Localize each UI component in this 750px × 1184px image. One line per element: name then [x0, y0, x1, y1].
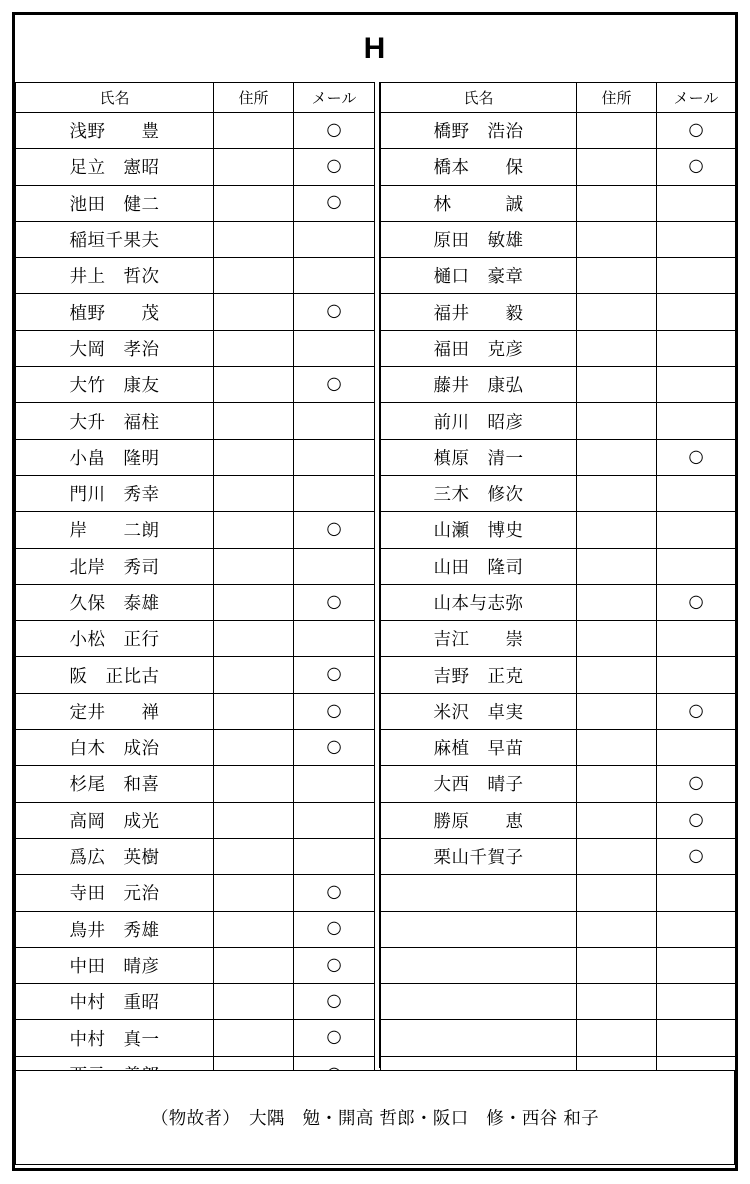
member-name-cell: 福井 毅: [381, 294, 577, 330]
member-address-cell: [214, 947, 294, 983]
table-row: [381, 693, 736, 729]
member-mail-cell: ○: [294, 149, 375, 185]
column-header-address: 住所: [214, 83, 294, 113]
member-name-cell: 山本与志弥: [381, 584, 577, 620]
member-address-cell: [214, 330, 294, 366]
page-title: H: [363, 31, 387, 65]
member-name-cell: 爲広 英樹: [16, 838, 214, 874]
table-row: [16, 621, 375, 657]
member-name-cell: [381, 911, 577, 947]
table-row: [381, 947, 736, 983]
roster-left-body: [16, 113, 375, 1093]
table-header-row: [16, 83, 375, 113]
member-mail-cell: [657, 258, 736, 294]
table-row: [381, 548, 736, 584]
table-row: [381, 367, 736, 403]
table-row: [16, 1020, 375, 1056]
member-address-cell: [577, 403, 657, 439]
table-row: [16, 730, 375, 766]
member-mail-cell: ○: [657, 113, 736, 149]
table-header-row: [381, 83, 736, 113]
table-row: [381, 403, 736, 439]
roster-right-grid: [380, 82, 736, 1093]
member-address-cell: [214, 1020, 294, 1056]
member-name-cell: 前川 昭彦: [381, 403, 577, 439]
roster-table: [15, 82, 735, 1068]
roster-left-grid: [15, 82, 375, 1093]
member-name-cell: [381, 947, 577, 983]
table-row: [381, 294, 736, 330]
member-name-cell: 中田 晴彦: [16, 947, 214, 983]
table-row: [16, 947, 375, 983]
member-mail-cell: [657, 367, 736, 403]
member-address-cell: [577, 439, 657, 475]
member-name-cell: 小松 正行: [16, 621, 214, 657]
member-name-cell: 阪 正比古: [16, 657, 214, 693]
table-row: [381, 330, 736, 366]
column-header-mail: メール: [294, 83, 375, 113]
table-row: [381, 766, 736, 802]
member-address-cell: [214, 802, 294, 838]
member-name-cell: 山瀬 博史: [381, 512, 577, 548]
member-name-cell: 植野 茂: [16, 294, 214, 330]
member-mail-cell: ○: [657, 838, 736, 874]
member-mail-cell: [657, 512, 736, 548]
member-name-cell: 橋野 浩治: [381, 113, 577, 149]
table-row: [381, 657, 736, 693]
member-mail-cell: [294, 475, 375, 511]
member-address-cell: [214, 548, 294, 584]
member-mail-cell: [294, 838, 375, 874]
member-name-cell: 井上 哲次: [16, 258, 214, 294]
member-address-cell: [577, 113, 657, 149]
member-mail-cell: ○: [657, 693, 736, 729]
member-mail-cell: ○: [294, 947, 375, 983]
column-header-address: 住所: [577, 83, 657, 113]
member-address-cell: [214, 185, 294, 221]
member-name-cell: 藤井 康弘: [381, 367, 577, 403]
member-mail-cell: [294, 258, 375, 294]
member-name-cell: [381, 1020, 577, 1056]
member-name-cell: 小畠 隆明: [16, 439, 214, 475]
roster-left-half: [15, 82, 374, 1068]
member-address-cell: [577, 512, 657, 548]
member-name-cell: 大岡 孝治: [16, 330, 214, 366]
table-row: [16, 185, 375, 221]
member-address-cell: [577, 548, 657, 584]
member-mail-cell: [294, 439, 375, 475]
member-mail-cell: ○: [657, 149, 736, 185]
member-mail-cell: ○: [294, 294, 375, 330]
member-mail-cell: ○: [294, 185, 375, 221]
member-address-cell: [577, 621, 657, 657]
table-row: [381, 1020, 736, 1056]
member-address-cell: [577, 875, 657, 911]
member-mail-cell: [294, 548, 375, 584]
half-divider: [374, 82, 380, 1068]
member-name-cell: 山田 隆司: [381, 548, 577, 584]
member-address-cell: [214, 875, 294, 911]
member-mail-cell: [657, 403, 736, 439]
table-row: [381, 730, 736, 766]
member-mail-cell: ○: [294, 984, 375, 1020]
member-address-cell: [214, 221, 294, 257]
member-mail-cell: [294, 766, 375, 802]
member-address-cell: [577, 911, 657, 947]
member-name-cell: 橋本 保: [381, 149, 577, 185]
table-row: [16, 258, 375, 294]
member-address-cell: [577, 693, 657, 729]
member-address-cell: [577, 149, 657, 185]
member-address-cell: [577, 838, 657, 874]
title-band: [15, 15, 735, 82]
member-mail-cell: ○: [657, 439, 736, 475]
member-mail-cell: ○: [657, 766, 736, 802]
table-row: [16, 294, 375, 330]
table-row: [16, 911, 375, 947]
member-name-cell: 浅野 豊: [16, 113, 214, 149]
member-name-cell: 池田 健二: [16, 185, 214, 221]
member-address-cell: [577, 367, 657, 403]
member-address-cell: [214, 838, 294, 874]
member-name-cell: 槙原 清一: [381, 439, 577, 475]
deceased-note-box: [15, 1070, 735, 1165]
column-header-name: 氏名: [381, 83, 577, 113]
member-name-cell: 寺田 元治: [16, 875, 214, 911]
member-mail-cell: ○: [294, 911, 375, 947]
member-address-cell: [577, 294, 657, 330]
member-address-cell: [577, 330, 657, 366]
table-row: [16, 439, 375, 475]
table-row: [16, 475, 375, 511]
member-mail-cell: ○: [294, 693, 375, 729]
table-row: [16, 657, 375, 693]
table-row: [16, 693, 375, 729]
table-row: [16, 330, 375, 366]
member-mail-cell: [294, 330, 375, 366]
member-mail-cell: ○: [657, 802, 736, 838]
table-row: [16, 838, 375, 874]
member-name-cell: 吉野 正克: [381, 657, 577, 693]
member-name-cell: 杉尾 和喜: [16, 766, 214, 802]
member-name-cell: 高岡 成光: [16, 802, 214, 838]
member-mail-cell: [657, 730, 736, 766]
member-address-cell: [214, 693, 294, 729]
member-address-cell: [214, 657, 294, 693]
member-name-cell: 樋口 豪章: [381, 258, 577, 294]
table-row: [381, 911, 736, 947]
member-address-cell: [214, 911, 294, 947]
member-address-cell: [577, 475, 657, 511]
roster-right-half: [380, 82, 735, 1068]
table-row: [381, 221, 736, 257]
member-name-cell: 勝原 恵: [381, 802, 577, 838]
member-address-cell: [214, 584, 294, 620]
member-mail-cell: [657, 984, 736, 1020]
table-row: [16, 403, 375, 439]
member-address-cell: [577, 584, 657, 620]
member-name-cell: 福田 克彦: [381, 330, 577, 366]
table-row: [381, 512, 736, 548]
table-row: [16, 766, 375, 802]
table-row: [16, 548, 375, 584]
member-mail-cell: ○: [294, 1020, 375, 1056]
member-name-cell: 久保 泰雄: [16, 584, 214, 620]
member-address-cell: [214, 766, 294, 802]
table-row: [16, 149, 375, 185]
roster-right-body: [381, 113, 736, 1093]
member-address-cell: [214, 367, 294, 403]
member-address-cell: [214, 113, 294, 149]
member-name-cell: 米沢 卓実: [381, 693, 577, 729]
member-name-cell: 原田 敏雄: [381, 221, 577, 257]
member-mail-cell: [657, 621, 736, 657]
table-row: [381, 149, 736, 185]
member-mail-cell: ○: [294, 367, 375, 403]
member-mail-cell: [294, 621, 375, 657]
table-row: [381, 984, 736, 1020]
member-name-cell: 麻植 早苗: [381, 730, 577, 766]
member-name-cell: 北岸 秀司: [16, 548, 214, 584]
member-address-cell: [214, 984, 294, 1020]
member-name-cell: 大升 福柱: [16, 403, 214, 439]
member-address-cell: [214, 512, 294, 548]
member-mail-cell: [657, 475, 736, 511]
member-name-cell: 足立 憲昭: [16, 149, 214, 185]
member-mail-cell: [294, 802, 375, 838]
member-mail-cell: ○: [294, 875, 375, 911]
member-address-cell: [577, 1020, 657, 1056]
table-row: [381, 621, 736, 657]
member-name-cell: 鳥井 秀雄: [16, 911, 214, 947]
member-name-cell: 林 誠: [381, 185, 577, 221]
table-row: [16, 367, 375, 403]
member-address-cell: [214, 258, 294, 294]
table-row: [16, 875, 375, 911]
member-address-cell: [214, 294, 294, 330]
member-name-cell: 白木 成治: [16, 730, 214, 766]
member-address-cell: [577, 802, 657, 838]
member-address-cell: [214, 621, 294, 657]
member-mail-cell: [657, 330, 736, 366]
deceased-note: （物故者） 大隅 勉・開高 哲郎・阪口 修・西谷 和子: [151, 1109, 599, 1129]
table-row: [16, 113, 375, 149]
member-name-cell: 定井 禅: [16, 693, 214, 729]
member-mail-cell: [657, 947, 736, 983]
member-name-cell: [381, 875, 577, 911]
member-mail-cell: ○: [294, 113, 375, 149]
member-name-cell: 栗山千賀子: [381, 838, 577, 874]
member-mail-cell: ○: [294, 657, 375, 693]
member-name-cell: 門川 秀幸: [16, 475, 214, 511]
member-mail-cell: [657, 911, 736, 947]
member-mail-cell: [657, 548, 736, 584]
member-mail-cell: [657, 294, 736, 330]
column-header-name: 氏名: [16, 83, 214, 113]
table-row: [381, 258, 736, 294]
column-header-mail: メール: [657, 83, 736, 113]
member-address-cell: [214, 730, 294, 766]
member-mail-cell: [294, 221, 375, 257]
member-name-cell: [381, 984, 577, 1020]
table-row: [16, 584, 375, 620]
member-address-cell: [577, 221, 657, 257]
table-row: [16, 802, 375, 838]
member-name-cell: 大竹 康友: [16, 367, 214, 403]
table-row: [16, 984, 375, 1020]
member-address-cell: [577, 984, 657, 1020]
member-address-cell: [577, 185, 657, 221]
member-name-cell: 岸 二朗: [16, 512, 214, 548]
table-row: [381, 185, 736, 221]
member-address-cell: [577, 657, 657, 693]
table-row: [381, 584, 736, 620]
member-name-cell: 稲垣千果夫: [16, 221, 214, 257]
member-mail-cell: [657, 1020, 736, 1056]
member-name-cell: 中村 重昭: [16, 984, 214, 1020]
member-name-cell: 大西 晴子: [381, 766, 577, 802]
member-name-cell: 三木 修次: [381, 475, 577, 511]
member-mail-cell: ○: [657, 584, 736, 620]
table-row: [381, 439, 736, 475]
member-mail-cell: ○: [294, 512, 375, 548]
member-mail-cell: [294, 403, 375, 439]
member-mail-cell: [657, 221, 736, 257]
member-name-cell: 中村 真一: [16, 1020, 214, 1056]
member-mail-cell: [657, 185, 736, 221]
table-row: [16, 512, 375, 548]
member-mail-cell: [657, 657, 736, 693]
member-address-cell: [214, 403, 294, 439]
table-row: [381, 802, 736, 838]
table-row: [381, 475, 736, 511]
table-row: [16, 221, 375, 257]
member-address-cell: [214, 149, 294, 185]
member-address-cell: [577, 730, 657, 766]
table-row: [381, 838, 736, 874]
member-mail-cell: ○: [294, 584, 375, 620]
table-row: [381, 113, 736, 149]
member-address-cell: [577, 766, 657, 802]
member-address-cell: [577, 258, 657, 294]
member-mail-cell: [657, 875, 736, 911]
member-address-cell: [214, 475, 294, 511]
member-name-cell: 吉江 崇: [381, 621, 577, 657]
member-address-cell: [577, 947, 657, 983]
member-mail-cell: ○: [294, 730, 375, 766]
member-address-cell: [214, 439, 294, 475]
table-row: [381, 875, 736, 911]
